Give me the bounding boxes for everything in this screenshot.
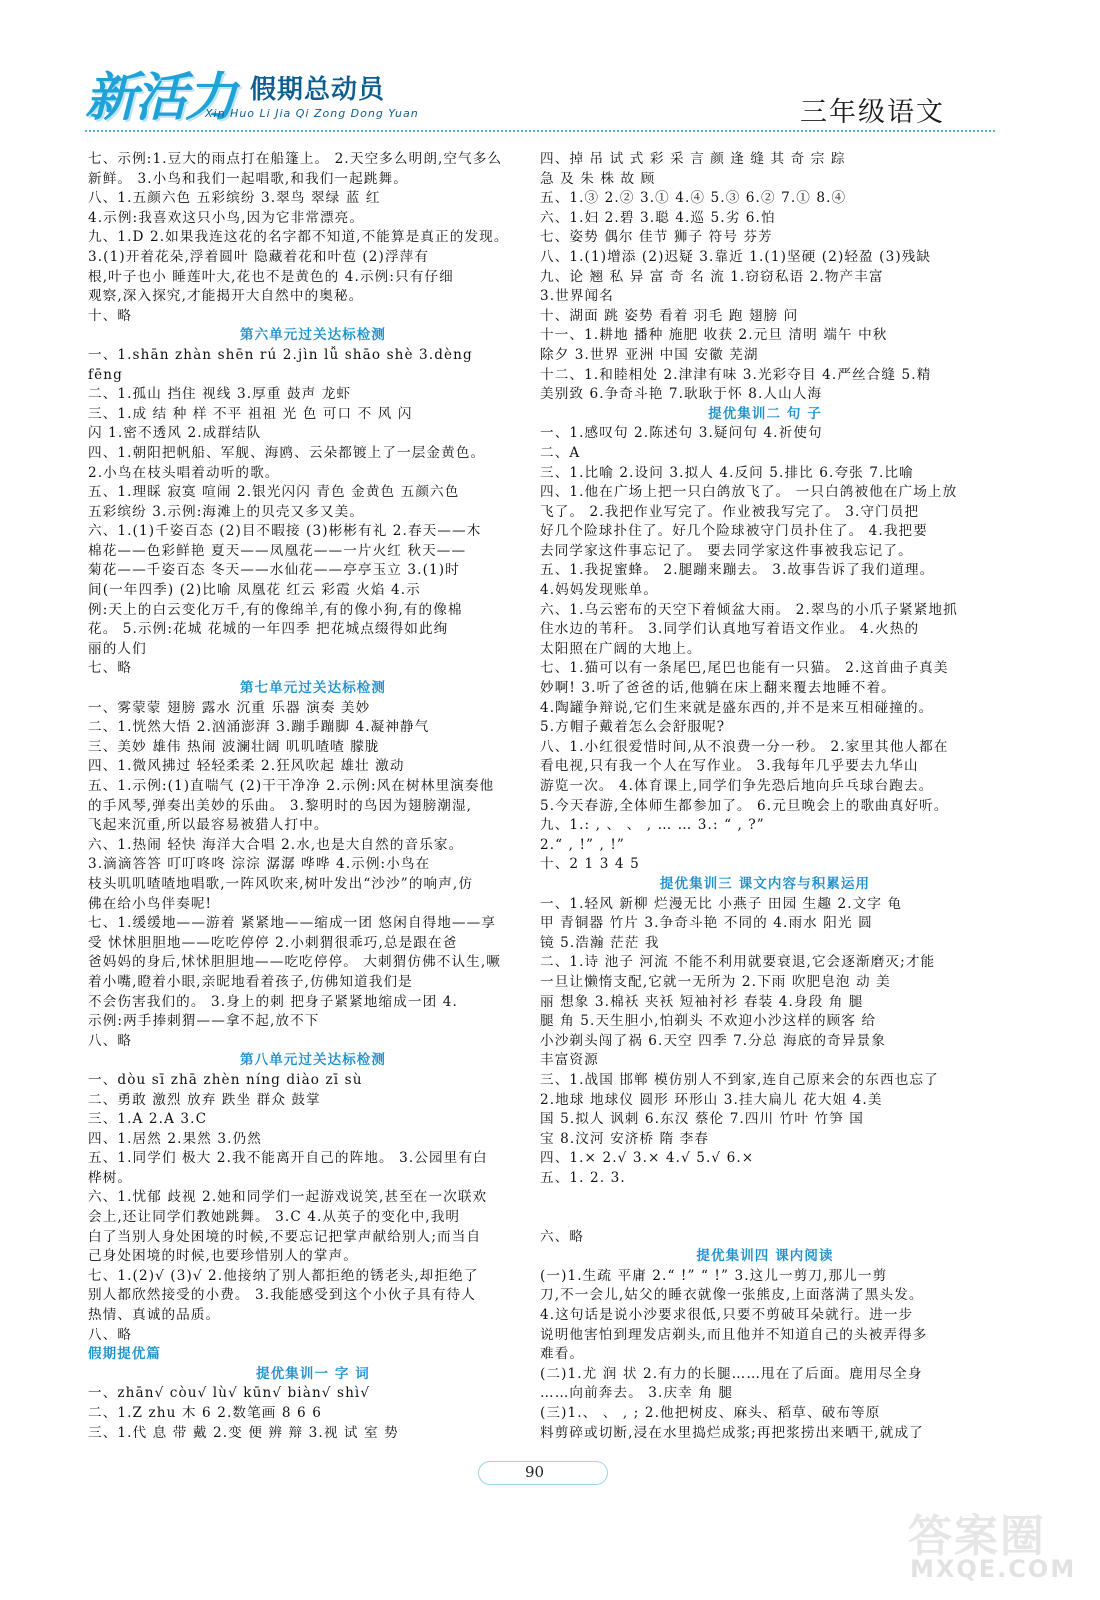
answer-line: 三、1.成 结 种 样 不平 祖祖 光 色 可口 不 风 闪 — [88, 405, 413, 422]
section-heading: 提优集训四 课内阅读 — [696, 1248, 834, 1265]
answer-line: 棉花——色彩鲜艳 夏天——凤凰花——一片火红 秋天—— — [88, 542, 467, 559]
answer-line: 四、1.微风拂过 轻轻柔柔 2.狂风吹起 雄壮 激动 — [88, 758, 405, 775]
answer-line: 己身处困境的时候,也要珍惜别人的掌声。 — [88, 1248, 358, 1265]
answer-line: 五彩缤纷 3.示例:海滩上的贝壳又多又美。 — [88, 503, 365, 520]
section-heading: 提优集训二 句 子 — [708, 405, 822, 422]
answer-line: 爸妈妈的身后,怵怵胆胆地——吃吃停停。 大刺猬仿佛不认生,噘 — [88, 954, 501, 971]
answer-line: 看电视,只有我一个人在写作业。 3.我每年几乎要去九华山 — [540, 758, 919, 775]
answer-line: 2.“ , !” , !” — [540, 836, 625, 853]
book-title: 假期总动员 — [250, 75, 386, 105]
answer-line: 二、1.孤山 挡住 视线 3.厚重 鼓声 龙虾 — [88, 386, 352, 403]
answer-line: 七、1.缓缓地——游着 紧紧地——缩成一团 悠闲自得地——享 — [88, 915, 497, 932]
answer-column-left — [88, 150, 538, 1440]
answer-line: 八、略 — [88, 1032, 133, 1049]
answer-line: 白了当别人身处困境的时候,不要忘记把掌声献给别人;而当自 — [88, 1228, 482, 1245]
answer-line: 一、dòu sī zhā zhèn níng diào zī sù — [88, 1071, 363, 1088]
answer-line: 一、1.shān zhàn shēn rú 2.jìn lǚ shāo shè 3.dèng — [88, 346, 473, 363]
answer-line: 3.世界闻名 — [540, 288, 614, 305]
answer-line: 的手风琴,弹奏出美妙的乐曲。 3.黎明时的鸟因为翅膀潮湿, — [88, 797, 473, 814]
answer-line: 三、1.比喻 2.设问 3.拟人 4.反问 5.排比 6.夸张 7.比喻 — [540, 464, 914, 481]
answer-line: 一、zhān√ còu√ lù√ kūn√ biàn√ shì√ — [88, 1385, 371, 1402]
answer-line: 四、掉 吊 试 式 彩 采 言 颜 逢 缝 其 奇 宗 踪 — [540, 151, 846, 167]
answer-line: 飞起来沉重,所以最容易被猎人打中。 — [88, 817, 329, 834]
answer-line: 国 5.拟人 讽刺 6.东汉 蔡伦 7.四川 竹叶 竹笋 国 — [540, 1111, 864, 1128]
answer-line: 九、1.: , 、 、 , … … 3.: “ , ?” — [540, 817, 765, 834]
answer-line: 丰富资源 — [540, 1052, 599, 1069]
answer-line: 去同学家这件事忘记了。 要去同学家这件事被我忘记了。 — [540, 542, 913, 559]
answer-line: 九、1.D 2.如果我连这花的名字都不知道,不能算是真正的发现。 — [88, 229, 509, 246]
answer-line: 六、1.乌云密布的天空下着倾盆大雨。 2.翠鸟的小爪子紧紧地抓 — [540, 601, 958, 618]
answer-line: 花。 5.示例:花城 花城的一年四季 把花城点缀得如此绚 — [88, 621, 449, 638]
answer-line: 四、1.他在广场上把一只白鸽放飞了。 一只白鸽被他在广场上放 — [540, 484, 958, 501]
page-header — [0, 0, 1100, 150]
answer-line: 三、1.战国 邯郸 模仿别人不到家,连自己原来会的东西也忘了 — [540, 1071, 939, 1088]
answer-line: 新鲜。 3.小鸟和我们一起唱歌,和我们一起跳舞。 — [88, 170, 408, 187]
answer-line: 三、1.代 息 带 戴 2.变 便 辨 辩 3.视 试 室 势 — [88, 1424, 399, 1440]
answer-line: 丽 想象 3.棉袄 夹袄 短袖衬衫 春装 4.身段 角 腿 — [540, 993, 864, 1010]
answer-line: 4.示例:我喜欢这只小鸟,因为它非常漂亮。 — [88, 209, 365, 226]
answer-line: 腿 角 5.天生胆小,怕剃头 不欢迎小沙这样的顾客 给 — [540, 1013, 877, 1030]
answer-line: 一、1.轻风 新柳 烂漫无比 小燕子 田园 生趣 2.文字 龟 — [540, 895, 903, 912]
answer-line: 5.方帽子戴着怎么会舒服呢? — [540, 719, 726, 736]
section-heading: 提优集训三 课文内容与积累运用 — [659, 875, 871, 892]
answer-line: 九、论 翘 私 异 富 奇 名 流 1.窃窃私语 2.物产丰富 — [540, 268, 884, 285]
answer-line: 游览一次。 4.体育课上,同学们争先恐后地向乒乓球台跑去。 — [540, 778, 934, 794]
answer-line: 五、1.我捉蜜蜂。 2.腿蹦来蹦去。 3.故事告诉了我们道理。 — [540, 562, 935, 579]
page-number: 90 — [525, 1463, 545, 1481]
answer-line: 十、湖面 跳 姿势 看着 羽毛 跑 翅膀 问 — [540, 307, 799, 324]
answer-line: 急 及 朱 株 故 顾 — [540, 170, 656, 187]
answer-line: 四、1.× 2.√ 3.× 4.√ 5.√ 6.× — [540, 1150, 755, 1167]
answer-line: 四、1.朝阳把帆船、军舰、海鸥、云朵都镀上了一层金黄色。 — [88, 444, 486, 461]
answer-line: 十、2 1 3 4 5 — [540, 856, 640, 873]
answer-line: 根,叶子也小 睡莲叶大,花也不是黄色的 4.示例:只有仔细 — [88, 268, 454, 285]
answer-line: 3.(1)开着花朵,浮着圆叶 隐藏着花和叶苞 (2)浮萍有 — [88, 248, 430, 265]
answer-line: 七、1.猫可以有一条尾巴,尾巴也能有一只猫。 2.这首曲子真美 — [540, 660, 949, 677]
answer-line: 好几个险球扑住了。好几个险球被守门员扑住了。 4.我把要 — [540, 523, 928, 540]
answer-line: 佛在给小鸟伴奏呢! — [88, 895, 213, 912]
answer-line: 枝头叽叽喳喳地唱歌,一阵风吹来,树叶发出“沙沙”的响声,仿 — [88, 875, 474, 892]
answer-line: 五、1.理睬 寂寞 喧闹 2.银光闪闪 青色 金黄色 五颜六色 — [88, 484, 460, 501]
answer-line: 一、雾蒙蒙 翅膀 露水 沉重 乐器 演奏 美妙 — [88, 699, 371, 716]
answer-line: 十二、1.和睦相处 2.津津有味 3.光彩夺目 4.严丝合缝 5.精 — [540, 366, 932, 383]
answer-line: 住水边的苇秆。 3.同学们认真地写着语文作业。 4.火热的 — [540, 621, 920, 638]
answer-line: 例:天上的白云变化万千,有的像绵羊,有的像小狗,有的像棉 — [88, 601, 463, 618]
header-dotted-divider — [85, 130, 995, 132]
answer-line: 料剪碎或切断,浸在水里捣烂成浆;再把浆捞出来晒干,就成了 — [540, 1424, 924, 1440]
answer-line: 三、1.A 2.A 3.C — [88, 1111, 208, 1128]
answer-line: 六、1.(1)千姿百态 (2)目不暇接 (3)彬彬有礼 2.春天——木 — [88, 523, 482, 540]
answer-line: 观察,深入探究,才能揭开大自然中的奥秘。 — [88, 288, 364, 305]
book-title-pinyin: Xin Huo Li Jia Qi Zong Dong Yuan — [205, 107, 419, 120]
answer-line: 不会伤害我们的。 3.身上的刺 把身子紧紧地缩成一团 4. — [88, 993, 458, 1010]
answer-line: 一、1.感叹句 2.陈述句 3.疑问句 4.祈使句 — [540, 425, 823, 442]
answer-line — [540, 1208, 990, 1228]
section-heading: 假期提优篇 — [88, 1346, 161, 1363]
answer-line: 五、1. 2. 3. — [540, 1169, 626, 1186]
page-footer — [0, 1455, 1100, 1495]
answer-line: 难看。 — [540, 1346, 585, 1363]
answer-line: 七、略 — [88, 660, 133, 677]
brand-logo — [85, 55, 445, 135]
answer-line: 别人都欣然接受的小费。 3.我能感受到这个小伙子具有待人 — [88, 1287, 476, 1304]
answer-line: 五、1.同学们 极大 2.我不能离开自己的阵地。 3.公园里有白 — [88, 1150, 488, 1167]
answer-line: 飞了。 2.我把作业写完了。作业被我写完了。 3.守门员把 — [540, 503, 920, 520]
answer-line: 七、1.(2)√ (3)√ 2.他接纳了别人都拒绝的锈老头,却拒绝了 — [88, 1267, 479, 1284]
answer-line: fēng — [88, 366, 123, 383]
answer-line: 刀,不一会儿,姑父的睡衣就像一张熊皮,上面落满了黑头发。 — [540, 1287, 924, 1304]
section-heading: 第六单元过关达标检测 — [240, 327, 386, 344]
answer-line: 着小嘴,瞪着小眼,亲昵地看着孩子,仿佛知道我们是 — [88, 973, 413, 990]
answer-line: 2.小鸟在枝头唱着动听的歌。 — [88, 464, 280, 481]
answer-line: 二、A — [540, 444, 581, 461]
answer-line: 除夕 3.世界 亚洲 中国 安徽 芜湖 — [540, 346, 759, 363]
answer-line: 二、1.诗 池子 河流 不能不利用就要衰退,它会逐渐磨灭;才能 — [540, 954, 936, 971]
answer-line: 六、略 — [540, 1228, 585, 1245]
answer-line: 丽的人们 — [88, 640, 147, 657]
answer-line: 宝 8.汶河 安济桥 隋 李春 — [540, 1130, 710, 1147]
logo-script-text: 新活力 — [85, 68, 236, 128]
answer-line: 四、1.居然 2.果然 3.仍然 — [88, 1130, 262, 1147]
answer-line: 八、1.(1)增添 (2)迟疑 3.靠近 1.(1)坚硬 (2)轻盈 (3)残缺 — [540, 248, 932, 265]
answer-line: 六、1.热闹 轻快 海洋大合唱 2.水,也是大自然的音乐家。 — [88, 836, 464, 853]
answer-line — [540, 1188, 990, 1208]
answer-line: 镜 5.浩瀚 茫茫 我 — [540, 934, 660, 951]
section-heading: 第七单元过关达标检测 — [240, 680, 386, 697]
answer-column-right — [540, 150, 990, 1440]
answer-line: 八、1.五颜六色 五彩缤纷 3.翠鸟 翠绿 蓝 红 — [88, 190, 381, 207]
answer-line: 受 怵怵胆胆地——吃吃停停 2.小刺猬很乖巧,总是跟在爸 — [88, 934, 458, 951]
answer-line: 五、1.示例:(1)直喘气 (2)干干净净 2.示例:风在树林里演奏他 — [88, 778, 495, 794]
answer-line: 桦树。 — [88, 1169, 133, 1186]
answer-line: 七、示例:1.豆大的雨点打在船篷上。 2.天空多么明朗,空气多么 — [88, 151, 503, 167]
answer-line: 二、1.Z zhu 木 6 2.数笔画 8 6 6 — [88, 1405, 322, 1421]
watermark-title: 答案圈 — [908, 1511, 1046, 1562]
answer-line: 五、1.③ 2.② 3.① 4.④ 5.③ 6.② 7.① 8.④ — [540, 190, 847, 207]
answer-line: (三)1.、 、 , ; 2.他把树皮、麻头、稻草、破布等原 — [540, 1405, 881, 1421]
section-heading: 提优集训一 字 词 — [256, 1365, 370, 1382]
answer-line: 说明他害怕到理发店剃头,而且他并不知道自己的头被弄得多 — [540, 1326, 928, 1343]
answer-line: 二、1.恍然大悟 2.汹涌澎湃 3.蹦手蹦脚 4.凝神静气 — [88, 719, 430, 736]
answer-line: 4.陶罐争辩说,它们生来就是盛东西的,并不是来互相碰撞的。 — [540, 699, 934, 716]
answer-line: 美别致 6.争奇斗艳 7.耿耿于怀 8.人山人海 — [540, 386, 823, 403]
answer-line: 4.妈妈发现账单。 — [540, 582, 659, 599]
answer-line: 会上,还让同学们教她跳舞。 3.C 4.从英子的变化中,我明 — [88, 1209, 461, 1226]
section-heading: 第八单元过关达标检测 — [240, 1052, 386, 1069]
answer-line: 妙啊! 3.听了爸爸的话,他躺在床上翻来覆去地睡不着。 — [540, 680, 896, 697]
answer-line: 三、美妙 雄伟 热闹 波澜壮阔 叽叽喳喳 朦胧 — [88, 738, 380, 755]
answer-line: 七、姿势 偶尔 佳节 狮子 符号 芬芳 — [540, 229, 773, 246]
answer-line: 示例:两手捧刺猬——拿不起,放不下 — [88, 1013, 320, 1030]
answer-line: 十一、1.耕地 播种 施肥 收获 2.元旦 清明 端午 中秋 — [540, 327, 888, 344]
answer-line: 二、勇敢 激烈 放弃 跌坐 群众 鼓掌 — [88, 1091, 321, 1108]
watermark-url: MXQE.COM — [910, 1555, 1077, 1583]
answer-line: (二)1.尤 润 状 2.有力的长腿……甩在了后面。鹿用尽全身 — [540, 1365, 923, 1382]
answer-line: 小沙剃头闯了祸 6.天空 四季 7.分总 海底的奇异景象 — [540, 1032, 886, 1049]
answer-line: 闪 1.密不透风 2.成群结队 — [88, 425, 262, 442]
answer-line: 六、1.忧郁 歧视 2.她和同学们一起游戏说笑,甚至在一次联欢 — [88, 1189, 488, 1206]
answer-line: 热情、真诚的品质。 — [88, 1307, 221, 1324]
answer-line: ……向前奔去。 3.庆幸 角 腿 — [540, 1385, 734, 1402]
grade-subject-label: 三年级语文 — [800, 97, 945, 128]
answer-line: 一旦让懒惰支配,它就一无所为 2.下雨 吹肥皂泡 动 美 — [540, 973, 891, 990]
answer-line: 十、略 — [88, 307, 133, 324]
answer-line: 六、1.妇 2.碧 3.聪 4.巡 5.劣 6.怕 — [540, 209, 776, 226]
answer-line: 间(一年四季) (2)比喻 凤凰花 红云 彩霞 火焰 4.示 — [88, 582, 421, 599]
answer-line: (一)1.生疏 平庸 2.“ !” “ !” 3.这儿一剪刀,那儿一剪 — [540, 1267, 888, 1284]
answer-line: 2.地球 地球仪 圆形 环形山 3.挂大扁儿 花大姐 4.美 — [540, 1091, 883, 1108]
answer-line: 八、略 — [88, 1326, 133, 1343]
answer-line: 太阳照在广阔的大地上。 — [540, 640, 702, 657]
answer-line: 甲 青铜器 竹片 3.争奇斗艳 不同的 4.雨水 阳光 圆 — [540, 915, 873, 932]
answer-line: 4.这句话是说小沙要求很低,只要不剪破耳朵就行。进一步 — [540, 1307, 914, 1324]
answer-line: 八、1.小红很爱惜时间,从不浪费一分一秒。 2.家里其他人都在 — [540, 738, 949, 755]
answer-line: 菊花——千姿百态 冬天——水仙花——亭亭玉立 3.(1)时 — [88, 562, 460, 579]
watermark-logo — [900, 1500, 1090, 1590]
answer-line: 5.今天春游,全体师生都参加了。 6.元旦晚会上的歌曲真好听。 — [540, 797, 949, 814]
answer-line: 3.滴滴答答 叮叮咚咚 淙淙 潺潺 哗哗 4.示例:小鸟在 — [88, 856, 431, 873]
